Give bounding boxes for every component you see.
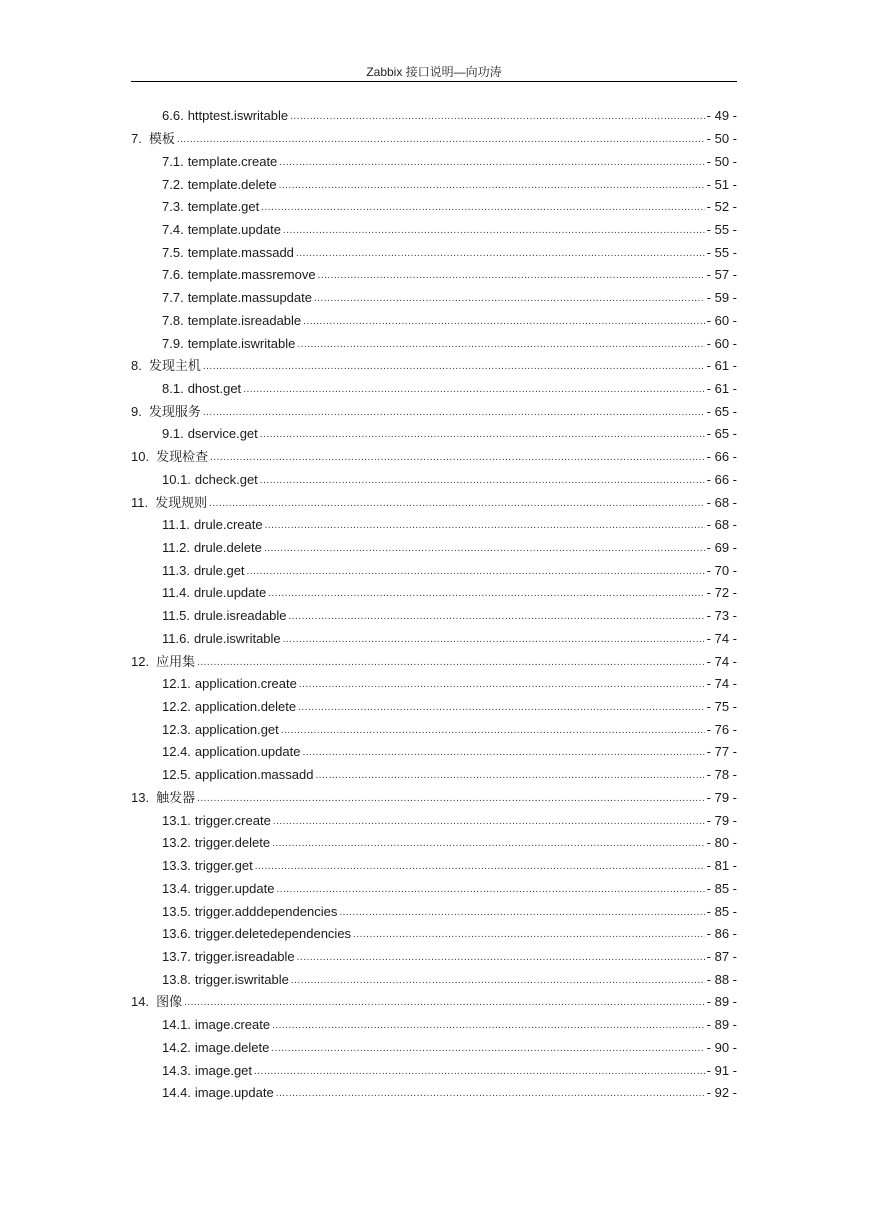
toc-dot-leader: [314, 291, 705, 307]
toc-entry-number: 9.1.: [162, 426, 184, 442]
toc-dot-leader: [210, 450, 705, 466]
toc-entry-page: - 72 -: [706, 585, 737, 601]
toc-entry-title: image.delete: [194, 1039, 270, 1055]
toc-entry-number: 11.3.: [162, 562, 190, 578]
toc-dot-leader: [209, 496, 705, 512]
toc-entry-number: 12.2.: [162, 699, 191, 715]
toc-entry[interactable]: [131, 741, 737, 764]
toc-dot-leader: [197, 655, 705, 671]
toc-entry-title: image.update: [194, 1085, 274, 1101]
toc-entry-page: - 86 -: [706, 926, 737, 942]
toc-entry-page: - 78 -: [706, 767, 737, 783]
toc-entry-page: - 57 -: [706, 267, 737, 283]
toc-dot-leader: [279, 178, 705, 194]
toc-entry-title: trigger.iswritable: [194, 971, 289, 987]
toc-entry-number: 13.3.: [162, 858, 191, 874]
toc-dot-leader: [184, 995, 705, 1011]
toc-dot-leader: [276, 1086, 705, 1102]
toc-entry-page: - 61 -: [706, 358, 737, 374]
toc-entry[interactable]: [131, 1082, 737, 1105]
toc-entry[interactable]: [131, 128, 737, 151]
toc-entry[interactable]: [131, 787, 737, 810]
toc-entry-number: 9.: [131, 403, 142, 419]
toc-entry-number: 7.9.: [162, 335, 184, 351]
toc-entry-title: dservice.get: [187, 426, 258, 442]
toc-dot-leader: [297, 950, 705, 966]
toc-dot-leader: [247, 564, 705, 580]
toc-entry-page: - 60 -: [706, 312, 737, 328]
toc-dot-leader: [315, 768, 704, 784]
toc-entry-number: 12.: [131, 653, 150, 669]
toc-entry-number: 7.4.: [162, 221, 184, 237]
toc-entry[interactable]: [131, 400, 737, 423]
toc-entry-page: - 75 -: [706, 699, 737, 715]
toc-dot-leader: [276, 882, 704, 898]
toc-entry-page: - 66 -: [706, 471, 737, 487]
toc-entry-number: 11.2.: [162, 540, 190, 556]
toc-entry[interactable]: [131, 559, 737, 582]
toc-entry-page: - 69 -: [706, 540, 737, 556]
toc-entry-page: - 50 -: [706, 131, 737, 147]
toc-entry-page: - 80 -: [706, 835, 737, 851]
toc-dot-leader: [255, 859, 705, 875]
toc-entry-number: 7.6.: [162, 267, 184, 283]
toc-entry-number: 13.7.: [162, 948, 191, 964]
toc-entry-page: - 90 -: [706, 1039, 737, 1055]
toc-entry-title: 模板: [148, 131, 175, 147]
toc-entry[interactable]: [131, 264, 737, 287]
toc-entry-title: application.create: [194, 676, 297, 692]
toc-dot-leader: [177, 132, 705, 148]
toc-dot-leader: [281, 723, 705, 739]
toc-entry-number: 10.: [131, 449, 150, 465]
toc-entry-page: - 74 -: [706, 653, 737, 669]
toc-entry[interactable]: [131, 537, 737, 560]
toc-entry-title: dcheck.get: [194, 471, 258, 487]
toc-entry-page: - 81 -: [706, 858, 737, 874]
toc-entry[interactable]: [131, 173, 737, 196]
toc-entry-title: 应用集: [156, 653, 196, 669]
toc-dot-leader: [260, 473, 705, 489]
toc-dot-leader: [203, 359, 705, 375]
toc-dot-leader: [299, 677, 705, 693]
page-header: Zabbix 接口说明—向功涛: [366, 65, 502, 79]
toc-entry-number: 7.5.: [162, 244, 184, 260]
toc-entry[interactable]: [131, 991, 737, 1014]
toc-entry[interactable]: [131, 628, 737, 651]
toc-entry-page: - 59 -: [706, 290, 737, 306]
toc-entry[interactable]: [131, 423, 737, 446]
toc-entry-title: drule.isreadable: [193, 608, 287, 624]
toc-entry[interactable]: [131, 514, 737, 537]
toc-entry-title: drule.update: [193, 585, 267, 601]
toc-dot-leader: [283, 223, 705, 239]
toc-entry[interactable]: [131, 219, 737, 242]
table-of-contents: [131, 105, 737, 1105]
toc-entry-page: - 68 -: [706, 517, 737, 533]
toc-entry-title: image.get: [194, 1062, 253, 1078]
toc-dot-leader: [298, 700, 705, 716]
toc-entry-page: - 88 -: [706, 971, 737, 987]
toc-entry-number: 7.: [131, 131, 142, 147]
toc-entry[interactable]: [131, 1036, 737, 1059]
toc-entry-page: - 76 -: [706, 721, 737, 737]
toc-entry-page: - 79 -: [706, 812, 737, 828]
toc-entry-title: application.update: [194, 744, 301, 760]
toc-entry-page: - 65 -: [706, 403, 737, 419]
toc-entry-number: 7.3.: [162, 199, 184, 215]
toc-entry-title: template.massupdate: [187, 290, 312, 306]
toc-entry[interactable]: [131, 877, 737, 900]
toc-entry-page: - 79 -: [706, 789, 737, 805]
toc-entry-number: 11.: [131, 494, 149, 510]
toc-entry-title: template.get: [187, 199, 260, 215]
toc-entry-page: - 73 -: [706, 608, 737, 624]
toc-entry-number: 12.3.: [162, 721, 191, 737]
toc-dot-leader: [203, 405, 705, 421]
toc-entry-number: 14.3.: [162, 1062, 191, 1078]
toc-entry-page: - 85 -: [706, 903, 737, 919]
toc-entry-page: - 91 -: [706, 1062, 737, 1078]
toc-entry-title: template.iswritable: [187, 335, 296, 351]
toc-dot-leader: [260, 427, 705, 443]
toc-entry-page: - 77 -: [706, 744, 737, 760]
toc-entry-page: - 55 -: [706, 221, 737, 237]
toc-dot-leader: [283, 632, 705, 648]
toc-entry-page: - 50 -: [706, 153, 737, 169]
toc-entry-title: trigger.delete: [194, 835, 271, 851]
toc-entry-title: dhost.get: [187, 380, 242, 396]
toc-dot-leader: [271, 1041, 704, 1057]
toc-dot-leader: [297, 337, 704, 353]
toc-entry[interactable]: [131, 1014, 737, 1037]
toc-dot-leader: [264, 541, 705, 557]
toc-entry-title: template.isreadable: [187, 312, 302, 328]
toc-entry-title: trigger.get: [194, 858, 253, 874]
toc-dot-leader: [272, 836, 705, 852]
toc-dot-leader: [261, 200, 704, 216]
toc-entry-title: trigger.isreadable: [194, 948, 295, 964]
toc-entry[interactable]: [131, 696, 737, 719]
toc-dot-leader: [291, 973, 705, 989]
toc-entry-title: template.create: [187, 153, 278, 169]
toc-entry-number: 13.8.: [162, 971, 191, 987]
toc-entry[interactable]: [131, 673, 737, 696]
toc-entry[interactable]: [131, 582, 737, 605]
toc-entry-title: drule.get: [193, 562, 245, 578]
toc-dot-leader: [268, 586, 704, 602]
toc-entry-number: 7.1.: [162, 153, 184, 169]
toc-entry[interactable]: [131, 491, 737, 514]
toc-entry[interactable]: [131, 332, 737, 355]
toc-entry-title: application.massadd: [194, 767, 314, 783]
toc-entry-number: 7.7.: [162, 290, 184, 306]
toc-entry-page: - 74 -: [706, 630, 737, 646]
toc-entry-number: 8.: [131, 358, 142, 374]
toc-entry-number: 13.4.: [162, 880, 191, 896]
toc-entry-title: trigger.adddependencies: [194, 903, 338, 919]
toc-entry-page: - 51 -: [706, 176, 737, 192]
toc-entry[interactable]: [131, 105, 737, 128]
toc-entry-title: template.delete: [187, 176, 277, 192]
toc-entry[interactable]: [131, 309, 737, 332]
toc-entry[interactable]: [131, 355, 737, 378]
toc-entry-page: - 87 -: [706, 948, 737, 964]
toc-entry-number: 11.5.: [162, 608, 190, 624]
toc-entry-number: 13.1.: [162, 812, 191, 828]
toc-entry[interactable]: [131, 809, 737, 832]
toc-entry-title: application.delete: [194, 699, 297, 715]
toc-entry-number: 10.1.: [162, 471, 191, 487]
toc-entry-number: 7.2.: [162, 176, 184, 192]
toc-dot-leader: [197, 791, 705, 807]
toc-entry-number: 14.1.: [162, 1017, 191, 1033]
toc-entry-number: 8.1.: [162, 380, 184, 396]
toc-entry[interactable]: [131, 378, 737, 401]
toc-dot-leader: [288, 609, 704, 625]
toc-entry-number: 13.: [131, 789, 150, 805]
toc-entry-number: 11.1.: [162, 517, 190, 533]
toc-entry[interactable]: [131, 241, 737, 264]
toc-entry-title: drule.delete: [193, 540, 262, 556]
toc-entry[interactable]: [131, 968, 737, 991]
toc-entry-page: - 85 -: [706, 880, 737, 896]
toc-entry-page: - 65 -: [706, 426, 737, 442]
toc-entry[interactable]: [131, 469, 737, 492]
toc-entry-page: - 66 -: [706, 449, 737, 465]
toc-dot-leader: [302, 745, 704, 761]
toc-entry-number: 11.6.: [162, 630, 190, 646]
toc-dot-leader: [243, 382, 704, 398]
toc-dot-leader: [318, 268, 705, 284]
toc-dot-leader: [303, 314, 705, 330]
toc-entry-title: 发现检查: [156, 449, 209, 465]
toc-entry[interactable]: [131, 605, 737, 628]
toc-entry-title: httptest.iswritable: [187, 108, 289, 124]
toc-entry[interactable]: [131, 900, 737, 923]
toc-entry-title: image.create: [194, 1017, 271, 1033]
toc-entry-title: trigger.update: [194, 880, 275, 896]
toc-dot-leader: [254, 1064, 705, 1080]
toc-entry-title: drule.iswritable: [193, 630, 281, 646]
toc-entry-number: 14.2.: [162, 1039, 191, 1055]
toc-entry[interactable]: [131, 1059, 737, 1082]
toc-entry-number: 13.5.: [162, 903, 191, 919]
toc-entry-title: 发现服务: [148, 403, 201, 419]
toc-dot-leader: [339, 905, 704, 921]
toc-entry[interactable]: [131, 650, 737, 673]
toc-entry[interactable]: [131, 764, 737, 787]
toc-entry-number: 13.2.: [162, 835, 191, 851]
toc-entry[interactable]: [131, 287, 737, 310]
header-rule: [131, 81, 737, 82]
toc-entry-title: template.massremove: [187, 267, 316, 283]
toc-dot-leader: [279, 155, 704, 171]
toc-entry-number: 12.4.: [162, 744, 191, 760]
toc-entry[interactable]: [131, 946, 737, 969]
toc-entry-title: drule.create: [193, 517, 263, 533]
toc-entry-page: - 61 -: [706, 380, 737, 396]
toc-entry-number: 12.5.: [162, 767, 191, 783]
toc-entry-title: 触发器: [156, 789, 196, 805]
toc-entry-page: - 89 -: [706, 1017, 737, 1033]
toc-entry-number: 12.1.: [162, 676, 191, 692]
toc-entry-page: - 70 -: [706, 562, 737, 578]
toc-entry[interactable]: [131, 832, 737, 855]
toc-dot-leader: [353, 927, 705, 943]
toc-entry-number: 14.: [131, 994, 150, 1010]
toc-entry[interactable]: [131, 923, 737, 946]
toc-entry[interactable]: [131, 196, 737, 219]
toc-entry-page: - 68 -: [706, 494, 737, 510]
toc-entry-page: - 89 -: [706, 994, 737, 1010]
toc-entry-number: 7.8.: [162, 312, 184, 328]
toc-entry[interactable]: [131, 855, 737, 878]
toc-dot-leader: [272, 1018, 705, 1034]
toc-entry-title: template.massadd: [187, 244, 294, 260]
toc-entry[interactable]: [131, 150, 737, 173]
toc-entry-number: 13.6.: [162, 926, 191, 942]
toc-entry-title: 发现规则: [155, 494, 208, 510]
toc-entry-title: 发现主机: [148, 358, 201, 374]
toc-dot-leader: [273, 814, 705, 830]
toc-entry[interactable]: [131, 446, 737, 469]
toc-entry-number: 6.6.: [162, 108, 184, 124]
toc-entry-page: - 49 -: [706, 108, 737, 124]
toc-entry-page: - 74 -: [706, 676, 737, 692]
toc-entry-title: template.update: [187, 221, 281, 237]
toc-entry-title: trigger.create: [194, 812, 271, 828]
toc-entry-number: 11.4.: [162, 585, 190, 601]
toc-entry-title: 图像: [156, 994, 183, 1010]
toc-dot-leader: [296, 246, 705, 262]
toc-entry-page: - 60 -: [706, 335, 737, 351]
toc-entry-page: - 52 -: [706, 199, 737, 215]
toc-entry[interactable]: [131, 718, 737, 741]
toc-dot-leader: [265, 518, 705, 534]
toc-dot-leader: [290, 109, 705, 125]
toc-entry-title: application.get: [194, 721, 279, 737]
toc-entry-title: trigger.deletedependencies: [194, 926, 352, 942]
toc-entry-page: - 55 -: [706, 244, 737, 260]
toc-entry-page: - 92 -: [706, 1085, 737, 1101]
toc-entry-number: 14.4.: [162, 1085, 191, 1101]
